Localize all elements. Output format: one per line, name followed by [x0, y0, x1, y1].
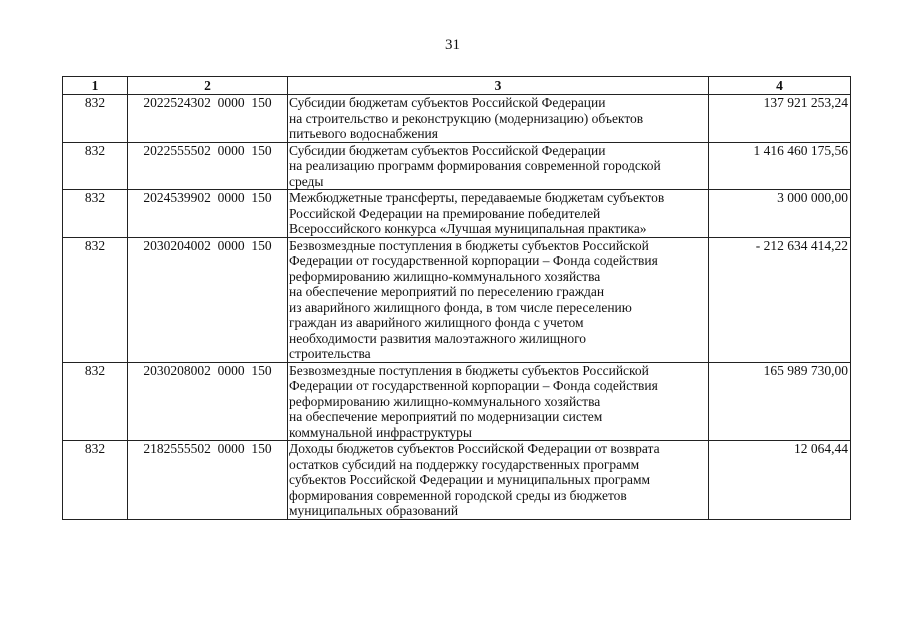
amount-cell: - 212 634 414,22 [709, 237, 851, 362]
header-cell-name: 3 [288, 77, 709, 95]
amount-cell: 165 989 730,00 [709, 362, 851, 441]
description-line: из аварийного жилищного фонда, в том числе переселению [289, 299, 632, 315]
description-line: Безвозмездные поступления в бюджеты субъектов Российской [289, 362, 649, 378]
amount-cell: 137 921 253,24 [709, 95, 851, 143]
header-cell-sum: 4 [709, 77, 851, 95]
page-number: 31 [445, 37, 460, 53]
description-line: Российской Федерации на премирование победителей [289, 205, 601, 221]
budget-table [62, 76, 851, 520]
table-row [63, 441, 851, 520]
admin-code-cell: 832 [63, 362, 128, 441]
header-cell-code: 2 [128, 77, 288, 95]
budget-code-cell: 2022524302 0000 150 [128, 95, 288, 143]
description-line: на обеспечение мероприятий по переселению граждан [289, 284, 605, 299]
description-line: реформированию жилищно-коммунального хозяйства [289, 268, 601, 284]
description-cell [288, 362, 709, 441]
budget-code-cell: 2030208002 0000 150 [128, 362, 288, 441]
description-line: среды [289, 173, 324, 189]
description-cell [288, 441, 709, 520]
amount-cell: 1 416 460 175,56 [709, 142, 851, 190]
description-line: Доходы бюджетов субъектов Российской Федерации от возврата [289, 441, 660, 456]
table-row [63, 95, 851, 143]
table-body [63, 95, 851, 520]
table-header [63, 77, 851, 95]
amount-cell: 3 000 000,00 [709, 190, 851, 238]
table-row [63, 237, 851, 362]
header-row [63, 77, 851, 95]
description-line: субъектов Российской Федерации и муниципальных программ [289, 472, 651, 487]
description-line: реформированию жилищно-коммунального хозяйства [289, 393, 601, 409]
description-line: Всероссийского конкурса «Лучшая муниципальная практика» [289, 221, 647, 236]
description-line: на реализацию программ формирования современной городской [289, 158, 661, 173]
description-line: питьевого водоснабжения [289, 126, 438, 141]
description-line: на обеспечение мероприятий по модернизации систем [289, 409, 603, 424]
description-line: граждан из аварийного жилищного фонда с учетом [289, 315, 584, 330]
description-line: формирования современной городской среды из бюджетов [289, 487, 627, 503]
description-line: муниципальных образований [289, 503, 459, 518]
admin-code-cell: 832 [63, 237, 128, 362]
table-row [63, 142, 851, 190]
budget-code-cell: 2182555502 0000 150 [128, 441, 288, 520]
budget-code-cell: 2024539902 0000 150 [128, 190, 288, 238]
description-cell [288, 237, 709, 362]
table-row [63, 362, 851, 441]
budget-code-cell: 2030204002 0000 150 [128, 237, 288, 362]
description-line: Безвозмездные поступления в бюджеты субъектов Российской [289, 237, 649, 253]
description-cell [288, 95, 709, 143]
description-line: Федерации от государственной корпорации – Фонда содействия [289, 378, 658, 393]
admin-code-cell: 832 [63, 441, 128, 520]
description-cell [288, 142, 709, 190]
description-line: коммунальной инфраструктуры [289, 424, 472, 440]
admin-code-cell: 832 [63, 142, 128, 190]
description-cell [288, 190, 709, 238]
admin-code-cell: 832 [63, 95, 128, 143]
description-line: остатков субсидий на поддержку государственных программ [289, 456, 640, 472]
header-cell-admin: 1 [63, 77, 128, 95]
description-line: необходимости развития малоэтажного жилищного [289, 330, 587, 346]
description-line: на строительство и реконструкцию (модернизацию) объектов [289, 110, 644, 126]
admin-code-cell: 832 [63, 190, 128, 238]
budget-code-cell: 2022555502 0000 150 [128, 142, 288, 190]
description-line: строительства [289, 346, 371, 361]
table-row [63, 190, 851, 238]
description-line: Субсидии бюджетам субъектов Российской Федерации [289, 95, 606, 110]
description-line: Межбюджетные трансферты, передаваемые бюджетам субъектов [289, 190, 665, 205]
amount-cell: 12 064,44 [709, 441, 851, 520]
description-line: Субсидии бюджетам субъектов Российской Федерации [289, 142, 606, 158]
description-line: Федерации от государственной корпорации – Фонда содействия [289, 253, 658, 268]
